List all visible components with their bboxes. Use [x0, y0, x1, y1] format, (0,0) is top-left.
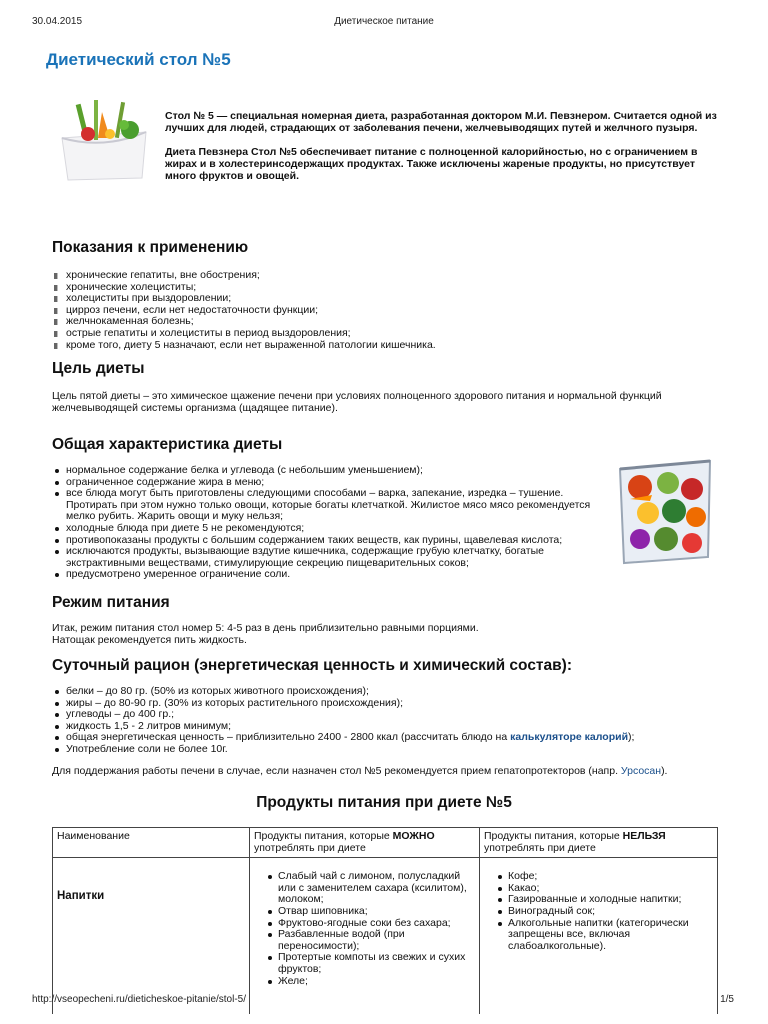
list-item: ограниченное содержание жира в меню;	[52, 477, 600, 489]
print-header	[0, 16, 768, 30]
list-item: Разбавленные водой (при переносимости);	[254, 929, 475, 952]
print-footer	[0, 994, 768, 1008]
allowed-cell	[250, 858, 480, 1015]
list-item: все блюда могут быть приготовлены следующими способами – варка, запекание, изредка – тушение. Протирать при этом нужно только овощи, которые богаты клетчаткой. Жилистое мясо мясо рекомендуется мелко рубить. Жарить овощи и муку нельзя;	[52, 488, 600, 523]
list-item: Слабый чай с лимоном, полусладкий или с заменителем сахара (ксилитом), молоком;	[254, 871, 475, 906]
print-date: 30.04.2015	[32, 16, 83, 27]
products-table	[52, 827, 718, 1014]
vegetable-basket-image	[612, 455, 716, 565]
print-title: Диетическое питание	[334, 16, 434, 27]
list-item: исключаются продукты, вызывающие вздутие кишечника, содержащие грубую клетчатку, богатые экстрактивными веществами, стимулирующие секрецию пищеварительных соков;	[52, 546, 600, 569]
section-heading-goal: Цель диеты	[52, 360, 145, 377]
column-header-name: Наименование	[53, 828, 250, 858]
list-item: белки – до 80 гр. (50% из которых животного происхождения);	[52, 686, 716, 698]
header-allowed-word: МОЖНО	[392, 830, 435, 842]
regime-line: Натощак рекомендуется пить жидкость.	[52, 633, 247, 646]
indications-list	[52, 270, 712, 351]
section-heading-ration: Суточный рацион (энергетическая ценность и химический состав):	[52, 657, 572, 674]
row-category	[53, 858, 250, 1015]
list-item: Кофе;	[484, 871, 713, 883]
column-header-allowed	[250, 828, 480, 858]
vegetables-pocket-image	[58, 98, 152, 182]
hepatoprotector-note	[52, 766, 716, 778]
list-item: Отвар шиповника;	[254, 906, 475, 918]
list-item: холодные блюда при диете 5 не рекомендуются;	[52, 523, 600, 535]
header-text: употреблять при диете	[254, 841, 366, 854]
list-item: Алкогольные напитки (категорически запрещены все, включая слабоалкогольные).	[484, 918, 713, 953]
header-text: Продукты питания, которые	[254, 830, 393, 842]
list-item: нормальное содержание белка и углевода (с небольшим уменьшением);	[52, 465, 600, 477]
forbidden-list	[484, 871, 713, 952]
list-item: кроме того, диету 5 назначают, если нет выраженной патологии кишечника.	[52, 340, 712, 352]
row-title-drinks: Напитки	[57, 890, 105, 903]
note-text: Для поддержания работы печени в случае, если назначен стол №5 рекомендуется прием гепатопротекторов (напр.	[52, 765, 621, 777]
ration-list	[52, 686, 716, 756]
list-item: противопоказаны продукты с большим содержанием таких веществ, как пурины, щавелевая кислота;	[52, 535, 600, 547]
list-item: жиры – до 80-90 гр. (30% из которых растительного происхождения);	[52, 698, 716, 710]
header-forbidden-word: НЕЛЬЗЯ	[622, 830, 666, 842]
allowed-list	[254, 871, 475, 987]
characteristics-list	[52, 465, 600, 581]
section-heading-regime: Режим питания	[52, 594, 170, 611]
list-item: желчнокаменная болезнь;	[52, 316, 712, 328]
column-header-forbidden	[480, 828, 718, 858]
forbidden-cell	[480, 858, 718, 1015]
goal-text: Цель пятой диеты – это химическое щажение печени при условиях полноценного здорового питания и нормальной функций желчевыводящей системы организма (щадящее питание).	[52, 390, 662, 414]
list-item: Фруктово-ягодные соки без сахара;	[254, 918, 475, 930]
section-heading-indications: Показания к применению	[52, 239, 249, 256]
list-item: углеводы – до 400 гр.;	[52, 709, 716, 721]
energy-suffix: );	[628, 731, 635, 744]
energy-text: общая энергетическая ценность – приблизительно 2400 - 2800 ккал (рассчитать блюдо на	[66, 731, 511, 744]
table-row	[53, 858, 718, 1015]
article-title: Диетический стол №5	[46, 50, 231, 69]
list-item: холециститы при выздоровлении;	[52, 293, 712, 305]
list-item: предусмотрено умеренное ограничение соли.	[52, 569, 600, 581]
list-item: Употребление соли не более 10г.	[52, 744, 716, 756]
list-item: Какао;	[484, 883, 713, 895]
table-header-row	[53, 828, 718, 858]
list-item: цирроз печени, если нет недостаточности функции;	[52, 305, 712, 317]
header-text: Продукты питания, которые	[484, 830, 623, 842]
page-url: http://vseopecheni.ru/dieticheskoe-pitanie/stol-5/	[32, 994, 247, 1005]
page-number: 1/5	[720, 994, 734, 1005]
list-item: Протертые компоты из свежих и сухих фруктов;	[254, 952, 475, 975]
list-item: острые гепатиты и холециститы в период выздоровления;	[52, 328, 712, 340]
section-heading-characteristics: Общая характеристика диеты	[52, 436, 283, 453]
regime-text	[52, 623, 716, 646]
list-item: Газированные и холодные напитки;	[484, 894, 713, 906]
list-item: хронические холециститы;	[52, 282, 712, 294]
intro-paragraph: Стол № 5 — специальная номерная диета, разработанная доктором М.И. Певзнером. Считается одной из лучших для людей, страдающих от заболевания печени, желчевыводящих путей и желчного пузыря.	[165, 110, 717, 134]
calorie-calculator-link[interactable]: калькуляторе калорий	[510, 731, 629, 744]
intro-paragraph: Диета Певзнера Стол №5 обеспечивает питание с полноценной калорийностью, но с ограничением в жирах и в холестеринсодержащих продуктах. Также исключены жареные продукты, но присутствует много фруктов и овощей.	[165, 146, 698, 182]
list-item: Виноградный сок;	[484, 906, 713, 918]
list-item: Желе;	[254, 976, 475, 988]
regime-line: Итак, режим питания стол номер 5: 4-5 раз в день приблизительно равными порциями.	[52, 622, 479, 634]
list-item: жидкость 1,5 - 2 литров минимум;	[52, 721, 716, 733]
intro-text	[165, 110, 725, 194]
ursosan-link[interactable]: Урсосан	[620, 765, 662, 777]
list-item: хронические гепатиты, вне обострения;	[52, 270, 712, 282]
section-heading-products: Продукты питания при диете №5	[256, 794, 512, 811]
note-suffix: ).	[661, 765, 668, 777]
header-text: употреблять при диете	[484, 841, 596, 854]
